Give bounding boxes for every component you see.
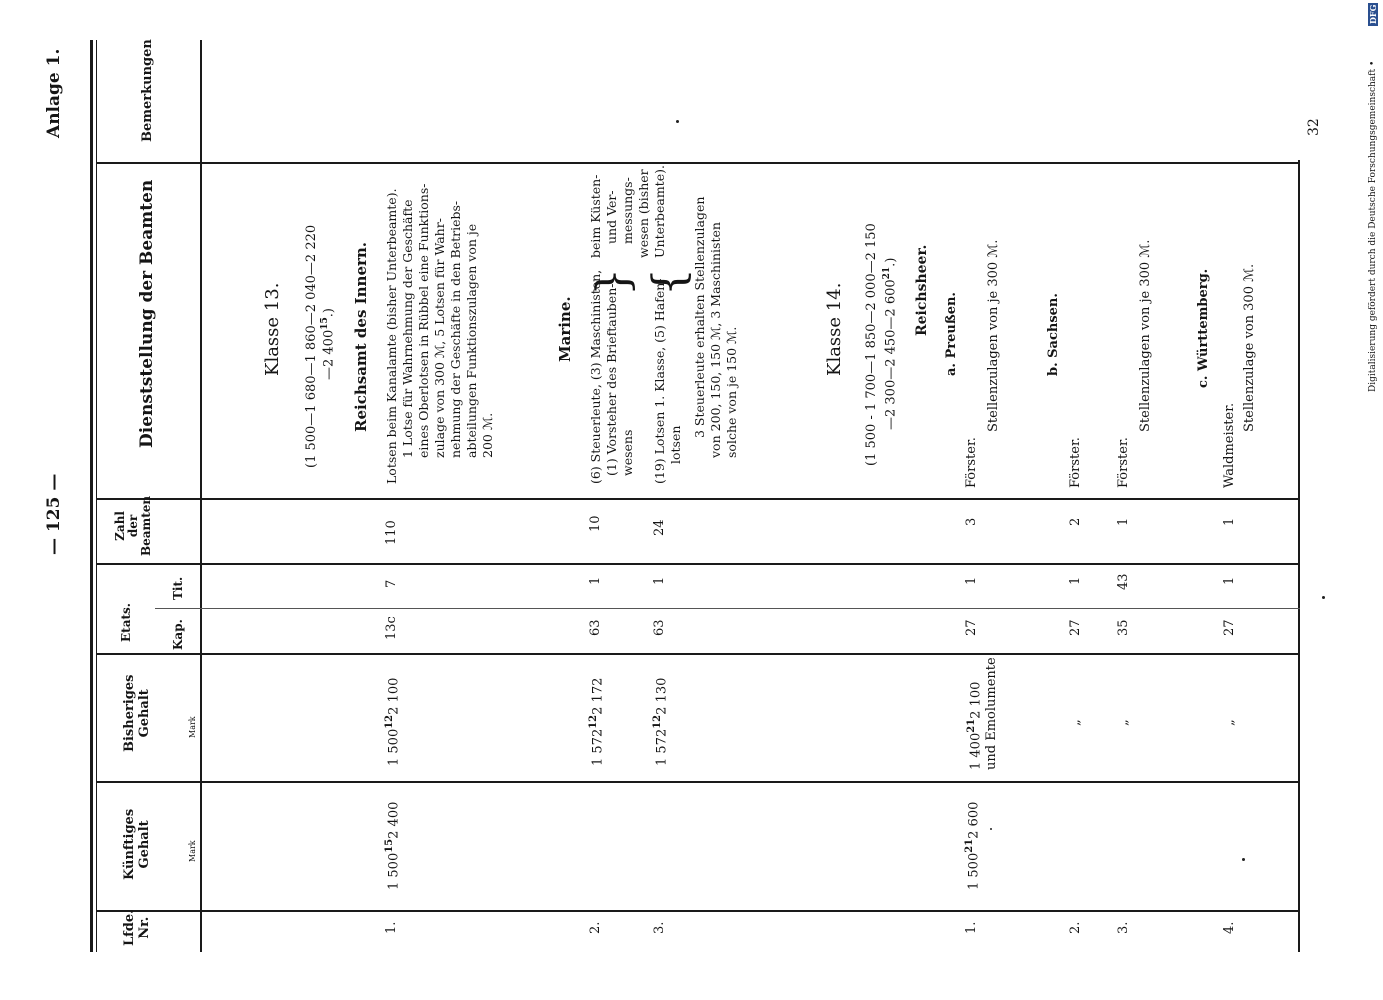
header-future-2: Gehalt (137, 820, 152, 869)
row-13-1-line-2: 1 Lotse für Wahrnehmung der Geschäfte (400, 199, 415, 458)
row-14-4-tit: 1 (1222, 576, 1237, 585)
header-previous-salary (122, 675, 152, 752)
header-prev-2: Gehalt (137, 689, 152, 738)
row-14-2-tit: 1 (1068, 576, 1083, 585)
row-13-1-line-1: Lotsen beim Kanalamte (bisher Unterbeamte). (384, 188, 399, 484)
row-14-1-future-end: 2 600 (966, 801, 982, 839)
row-14-1-kap: 27 (964, 619, 979, 636)
header-position: Dienststellung der Beamten (137, 179, 157, 448)
class13-title: Klasse 13. (262, 282, 283, 376)
row-14-3-tit: 43 (1116, 573, 1131, 590)
row-14-2-prev: „ (1068, 719, 1083, 726)
row-13-2-kap: 63 (588, 619, 603, 636)
row-13-1-line-3: eines Oberlotsen in Rübbel eine Funktions- (416, 183, 431, 458)
row-13-1-kap: 13c (384, 616, 399, 640)
row-13-1-future-start: 1 500 (386, 852, 402, 890)
row-14-1-note: Stellenzulagen von je 300 ℳ. (986, 239, 1001, 432)
header-count (114, 496, 153, 556)
table-top-rule-inner (96, 40, 97, 952)
col-sep-prev (96, 653, 1300, 655)
header-future-unit: Mark (188, 840, 197, 862)
row-13-1-tit: 7 (384, 579, 399, 588)
class13-marine-note (692, 197, 740, 458)
row-13-3-line-1: (19) Lotsen 1. Klasse, (5) Hafen- (652, 278, 667, 484)
marine-note-1: 3 Steuerleute erhalten Stellenzulagen (692, 196, 707, 438)
row-14-4-kap: 27 (1222, 619, 1237, 636)
class13-scale-sup: 15 (320, 317, 330, 330)
row-14-3-prev: „ (1116, 719, 1131, 726)
header-count-2: der (126, 514, 140, 538)
row-14-4-label: Waldmeister. (1222, 402, 1237, 488)
row-14-3-count: 1 (1116, 517, 1131, 526)
table-top-rule (90, 40, 93, 952)
page-number: — 125 — (44, 473, 64, 555)
class14-scale-2 (882, 258, 898, 430)
row-13-3-count: 24 (652, 519, 667, 536)
subsection-preussen: a. Preußen. (944, 292, 959, 376)
col-sep-kap-tit (155, 608, 1300, 609)
brace-lower: { (644, 268, 695, 296)
row-14-2-kap: 27 (1068, 619, 1083, 636)
col-sep-future (96, 781, 1300, 783)
header-kap: Kap. (171, 619, 185, 650)
row-14-1-label: Förster. (964, 437, 979, 488)
row-13-2-tit: 1 (588, 576, 603, 585)
row-13-3-kap: 63 (652, 619, 667, 636)
brace-text (588, 165, 668, 258)
side-page-number: 32 (1306, 118, 1322, 136)
row-14-3-nr: 3. (1116, 921, 1131, 934)
row-13-2-nr: 2. (588, 921, 603, 934)
header-count-3: Beamten (139, 495, 153, 556)
row-13-2-line-3: wesens (620, 429, 635, 476)
subsection-sachsen: b. Sachsen. (1046, 293, 1061, 376)
row-13-3-tit: 1 (652, 576, 667, 585)
row-14-3-note: Stellenzulagen von je 300 ℳ. (1138, 239, 1153, 432)
row-14-1-prev (964, 657, 1000, 770)
class13-scale-end: .) (321, 308, 337, 318)
row-13-1-line-4: zulage von 300 ℳ, 5 Lotsen für Wahr- (432, 218, 447, 458)
row-13-2-prev-start: 1 572 (590, 728, 606, 766)
class14-scale2: —2 300—2 450—2 600 (883, 279, 899, 430)
row-13-3-nr: 3. (652, 921, 667, 934)
table-bottom-rule (1298, 160, 1300, 952)
row-13-1-line-5: nehmung der Geschäfte in den Betriebs- (448, 200, 463, 458)
section-marine: Marine. (556, 296, 574, 362)
dfg-logo: DFG (1368, 4, 1378, 24)
row-13-2-prev (588, 678, 605, 766)
col-sep-count (96, 498, 1300, 500)
row-14-1-future (964, 802, 981, 890)
brace-upper: } (588, 268, 639, 296)
brace-line-2: und Ver- (604, 190, 619, 244)
row-14-2-count: 2 (1068, 517, 1083, 526)
row-13-3-line-2: lotsen (668, 425, 683, 464)
row-13-2-prev-end: 2 172 (590, 677, 606, 715)
row-14-2-nr: 2. (1068, 921, 1083, 934)
row-13-2-prev-sup: 12 (588, 714, 599, 729)
class14-title: Klasse 14. (824, 282, 845, 376)
class13-scale: (1 500—1 680—1 860—2 040—2 220 (304, 224, 319, 468)
annex-label: Anlage 1. (44, 48, 64, 138)
row-14-1-prev-start: 1 400 (968, 732, 984, 770)
row-13-2-count: 10 (588, 515, 603, 532)
row-13-1-future (384, 802, 401, 890)
row-13-3-prev-sup: 12 (652, 714, 663, 729)
row-13-3-prev (652, 678, 669, 766)
row-14-1-tit: 1 (964, 576, 979, 585)
row-14-3-kap: 35 (1116, 619, 1131, 636)
row-13-1-count: 110 (384, 520, 399, 545)
header-count-1: Zahl (113, 511, 127, 541)
scan-speck (990, 828, 992, 830)
digitization-note: Digitalisierung gefördert durch die Deutsche Forschungsgemeinschaft • (1368, 60, 1378, 392)
brace-line-4: wesen (bisher (636, 169, 651, 258)
col-sep-remarks (96, 162, 1300, 164)
row-14-1-prev-end: 2 100 (968, 681, 984, 719)
brace-line-5: Unterbeamte). (652, 165, 667, 258)
header-bottom-rule (200, 40, 202, 952)
row-13-2-line-1: (6) Steuerleute, (3) Maschinisten, (588, 269, 603, 484)
col-sep-nr (96, 910, 1300, 912)
row-13-3-prev-end: 2 130 (654, 677, 670, 715)
scan-speck (1242, 858, 1245, 861)
row-13-1-desc (384, 184, 496, 485)
row-14-2-label: Förster. (1068, 437, 1083, 488)
class13-scale-2 (320, 308, 336, 380)
header-prev-1: Bisheriges (122, 674, 137, 752)
class14-scale-end: .) (883, 257, 899, 267)
brace-line-1: beim Küsten- (588, 174, 603, 258)
scan-speck (676, 120, 679, 123)
row-13-1-prev-start: 1 500 (386, 728, 402, 766)
header-future-1: Künftiges (122, 808, 137, 880)
header-etats: Etats. (119, 603, 133, 642)
marine-note-2: von 200, 150, 150 ℳ, 3 Maschinisten (708, 222, 723, 458)
row-14-1-future-sup: 21 (964, 838, 975, 853)
class14-scale: (1 500 - 1 700—1 850—2 000—2 150 (864, 223, 879, 466)
col-sep-etats (96, 563, 1300, 565)
brace-line-3: messungs- (620, 177, 635, 244)
header-nr (122, 909, 152, 946)
header-nr-1: Lfde. (122, 909, 137, 946)
row-13-2-desc (588, 268, 639, 484)
row-14-3-label: Förster. (1116, 437, 1131, 488)
header-future-salary (122, 809, 152, 880)
class14-scale-sup: 21 (882, 266, 892, 280)
marine-note-3: solche von je 150 ℳ. (724, 326, 739, 458)
row-14-4-nr: 4. (1222, 921, 1237, 934)
row-13-1-line-6: abteilungen Funktionszulagen von je (464, 223, 479, 458)
header-nr-2: Nr. (137, 916, 152, 939)
row-14-1-count: 3 (964, 517, 979, 526)
header-tit: Tit. (171, 576, 185, 600)
class13-scale2: —2 400 (321, 329, 337, 380)
row-13-3-prev-start: 1 572 (654, 728, 670, 766)
row-13-2-line-2: (1) Vorsteher des Brieftauben- (604, 283, 619, 476)
row-13-1-future-end: 2 400 (386, 801, 402, 839)
subsection-wuerttemberg: c. Württemberg. (1196, 268, 1211, 388)
row-14-1-prev-sup: 21 (966, 718, 977, 733)
header-remarks: Bemerkungen (140, 39, 155, 142)
row-13-1-prev (384, 678, 401, 766)
row-13-3-desc (652, 278, 684, 484)
section-reichsamt-innern: Reichsamt des Innern. (352, 241, 370, 432)
section-reichsheer: Reichsheer. (914, 244, 930, 336)
header-prev-unit: Mark (188, 716, 197, 738)
row-14-4-note: Stellenzulage von 300 ℳ. (1242, 263, 1257, 432)
row-13-1-line-7: 200 ℳ. (480, 412, 495, 458)
scan-speck (1322, 596, 1325, 599)
row-14-1-future-start: 1 500 (966, 852, 982, 890)
row-14-4-prev: „ (1222, 719, 1237, 726)
row-13-1-prev-sup: 12 (384, 714, 395, 729)
row-14-1-nr: 1. (964, 921, 979, 934)
row-14-4-count: 1 (1222, 517, 1237, 526)
row-13-1-nr: 1. (384, 921, 399, 934)
row-13-1-prev-end: 2 100 (386, 677, 402, 715)
row-13-1-future-sup: 15 (384, 838, 395, 853)
row-14-1-prev-line2: und Emolumente (984, 657, 1000, 770)
